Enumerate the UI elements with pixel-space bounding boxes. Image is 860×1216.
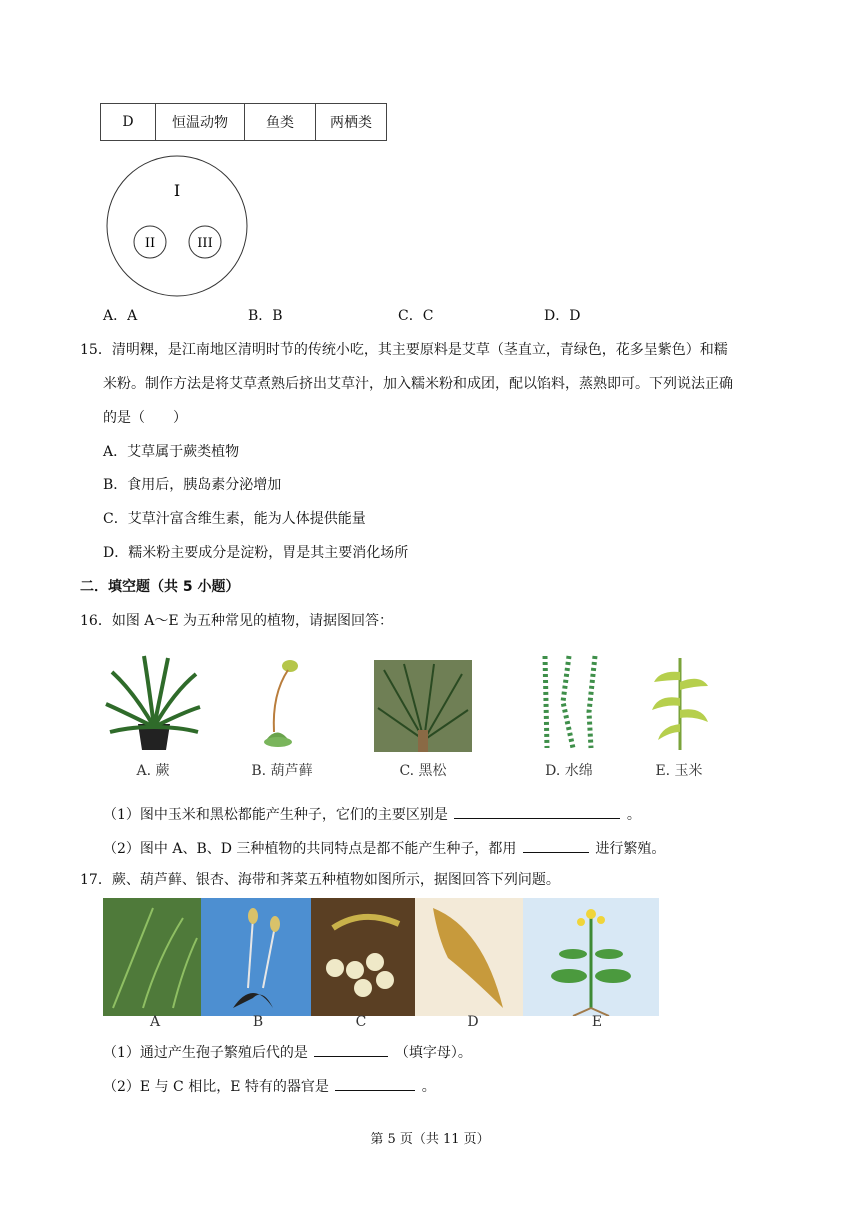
q16-caption-b: B. 葫芦藓	[251, 763, 313, 779]
q17-stem: 17．蕨、葫芦藓、银杏、海带和荠菜五种植物如图所示，据图回答下列问题。	[80, 872, 560, 888]
q17-label-c: C	[355, 1014, 367, 1030]
q17-label-a: A	[149, 1014, 161, 1030]
q17-figure-strip	[103, 898, 659, 1016]
q15-option-d: D．糯米粉主要成分是淀粉，胃是其主要消化场所	[103, 545, 409, 561]
venn-outer-circle	[107, 156, 247, 296]
q15-stem-line1: 15．清明粿，是江南地区清明时节的传统小吃，其主要原料是艾草（茎直立，青绿色，花多呈紫色）和糯	[80, 342, 728, 358]
venn-label-right: III	[197, 236, 213, 251]
venn-label-outer: I	[173, 181, 181, 200]
venn-diagram	[100, 148, 260, 308]
venn-label-left: II	[144, 236, 156, 251]
table-cell-group3: 两栖类	[316, 104, 387, 141]
q17-sub2-end: 。	[421, 1079, 436, 1095]
q16-sub2-answer-blank[interactable]	[523, 836, 589, 853]
q15-option-c: C．艾草汁富含维生素，能为人体提供能量	[103, 511, 366, 527]
page-footer: 第 5 页（共 11 页）	[370, 1132, 490, 1147]
q14-option-a: A．A	[103, 308, 138, 324]
table-cell-group1: 恒温动物	[156, 104, 245, 141]
q16-caption-d: D. 水绵	[545, 763, 593, 779]
q14-option-b: B．B	[248, 308, 283, 324]
q16-caption-e: E. 玉米	[655, 763, 703, 779]
q17-label-d: D	[467, 1014, 479, 1030]
q17-label-e: E	[591, 1014, 603, 1030]
q17-sub1-text: （1）通过产生孢子繁殖后代的是	[103, 1045, 308, 1061]
q17-sub2-text: （2）E 与 C 相比，E 特有的器官是	[103, 1079, 329, 1095]
q15-option-b: B．食用后，胰岛素分泌增加	[103, 477, 282, 493]
moss-figure	[254, 654, 314, 750]
q17-sub2	[103, 1074, 436, 1097]
q15-stem-line2: 米粉。制作方法是将艾草煮熟后挤出艾草汁，加入糯米粉和成团，配以馅料，蒸熟即可。下列说法正确	[103, 376, 733, 392]
q16-sub1	[103, 802, 641, 825]
q16-sub1-text: （1）图中玉米和黑松都能产生种子，它们的主要区别是	[103, 807, 448, 823]
classification-table-row	[100, 103, 387, 141]
section-heading: 二．填空题（共 5 小题）	[80, 579, 240, 595]
table-cell-letter: D	[101, 104, 156, 141]
q16-stem: 16．如图 A～E 为五种常见的植物，请据图回答：	[80, 613, 394, 629]
q16-sub2-text: （2）图中 A、B、D 三种植物的共同特点是都不能产生种子，都用	[103, 841, 517, 857]
spirogyra-figure	[533, 652, 605, 752]
q16-sub1-answer-blank[interactable]	[454, 802, 620, 819]
q17-sub1-answer-blank[interactable]	[314, 1040, 388, 1057]
q17-figures	[103, 898, 659, 1016]
table-cell-group2: 鱼类	[245, 104, 316, 141]
fern-figure	[104, 652, 202, 752]
pine-figure	[374, 660, 472, 752]
q16-caption-c: C. 黑松	[399, 763, 447, 779]
q17-label-b: B	[252, 1014, 264, 1030]
q16-caption-a: A. 蕨	[136, 763, 170, 779]
q14-option-c: C．C	[398, 308, 434, 324]
q15-option-a: A．艾草属于蕨类植物	[103, 444, 240, 460]
q17-sub1	[103, 1040, 472, 1063]
q17-sub2-answer-blank[interactable]	[335, 1074, 415, 1091]
q14-option-d: D．D	[544, 308, 581, 324]
q15-stem-line3: 的是（ ）	[103, 410, 187, 426]
q16-sub2-end: 进行繁殖。	[595, 841, 666, 857]
q17-sub1-end: （填字母）。	[394, 1045, 472, 1061]
corn-figure	[650, 652, 710, 752]
q16-sub2	[103, 836, 665, 859]
q16-sub1-end: 。	[626, 807, 641, 823]
